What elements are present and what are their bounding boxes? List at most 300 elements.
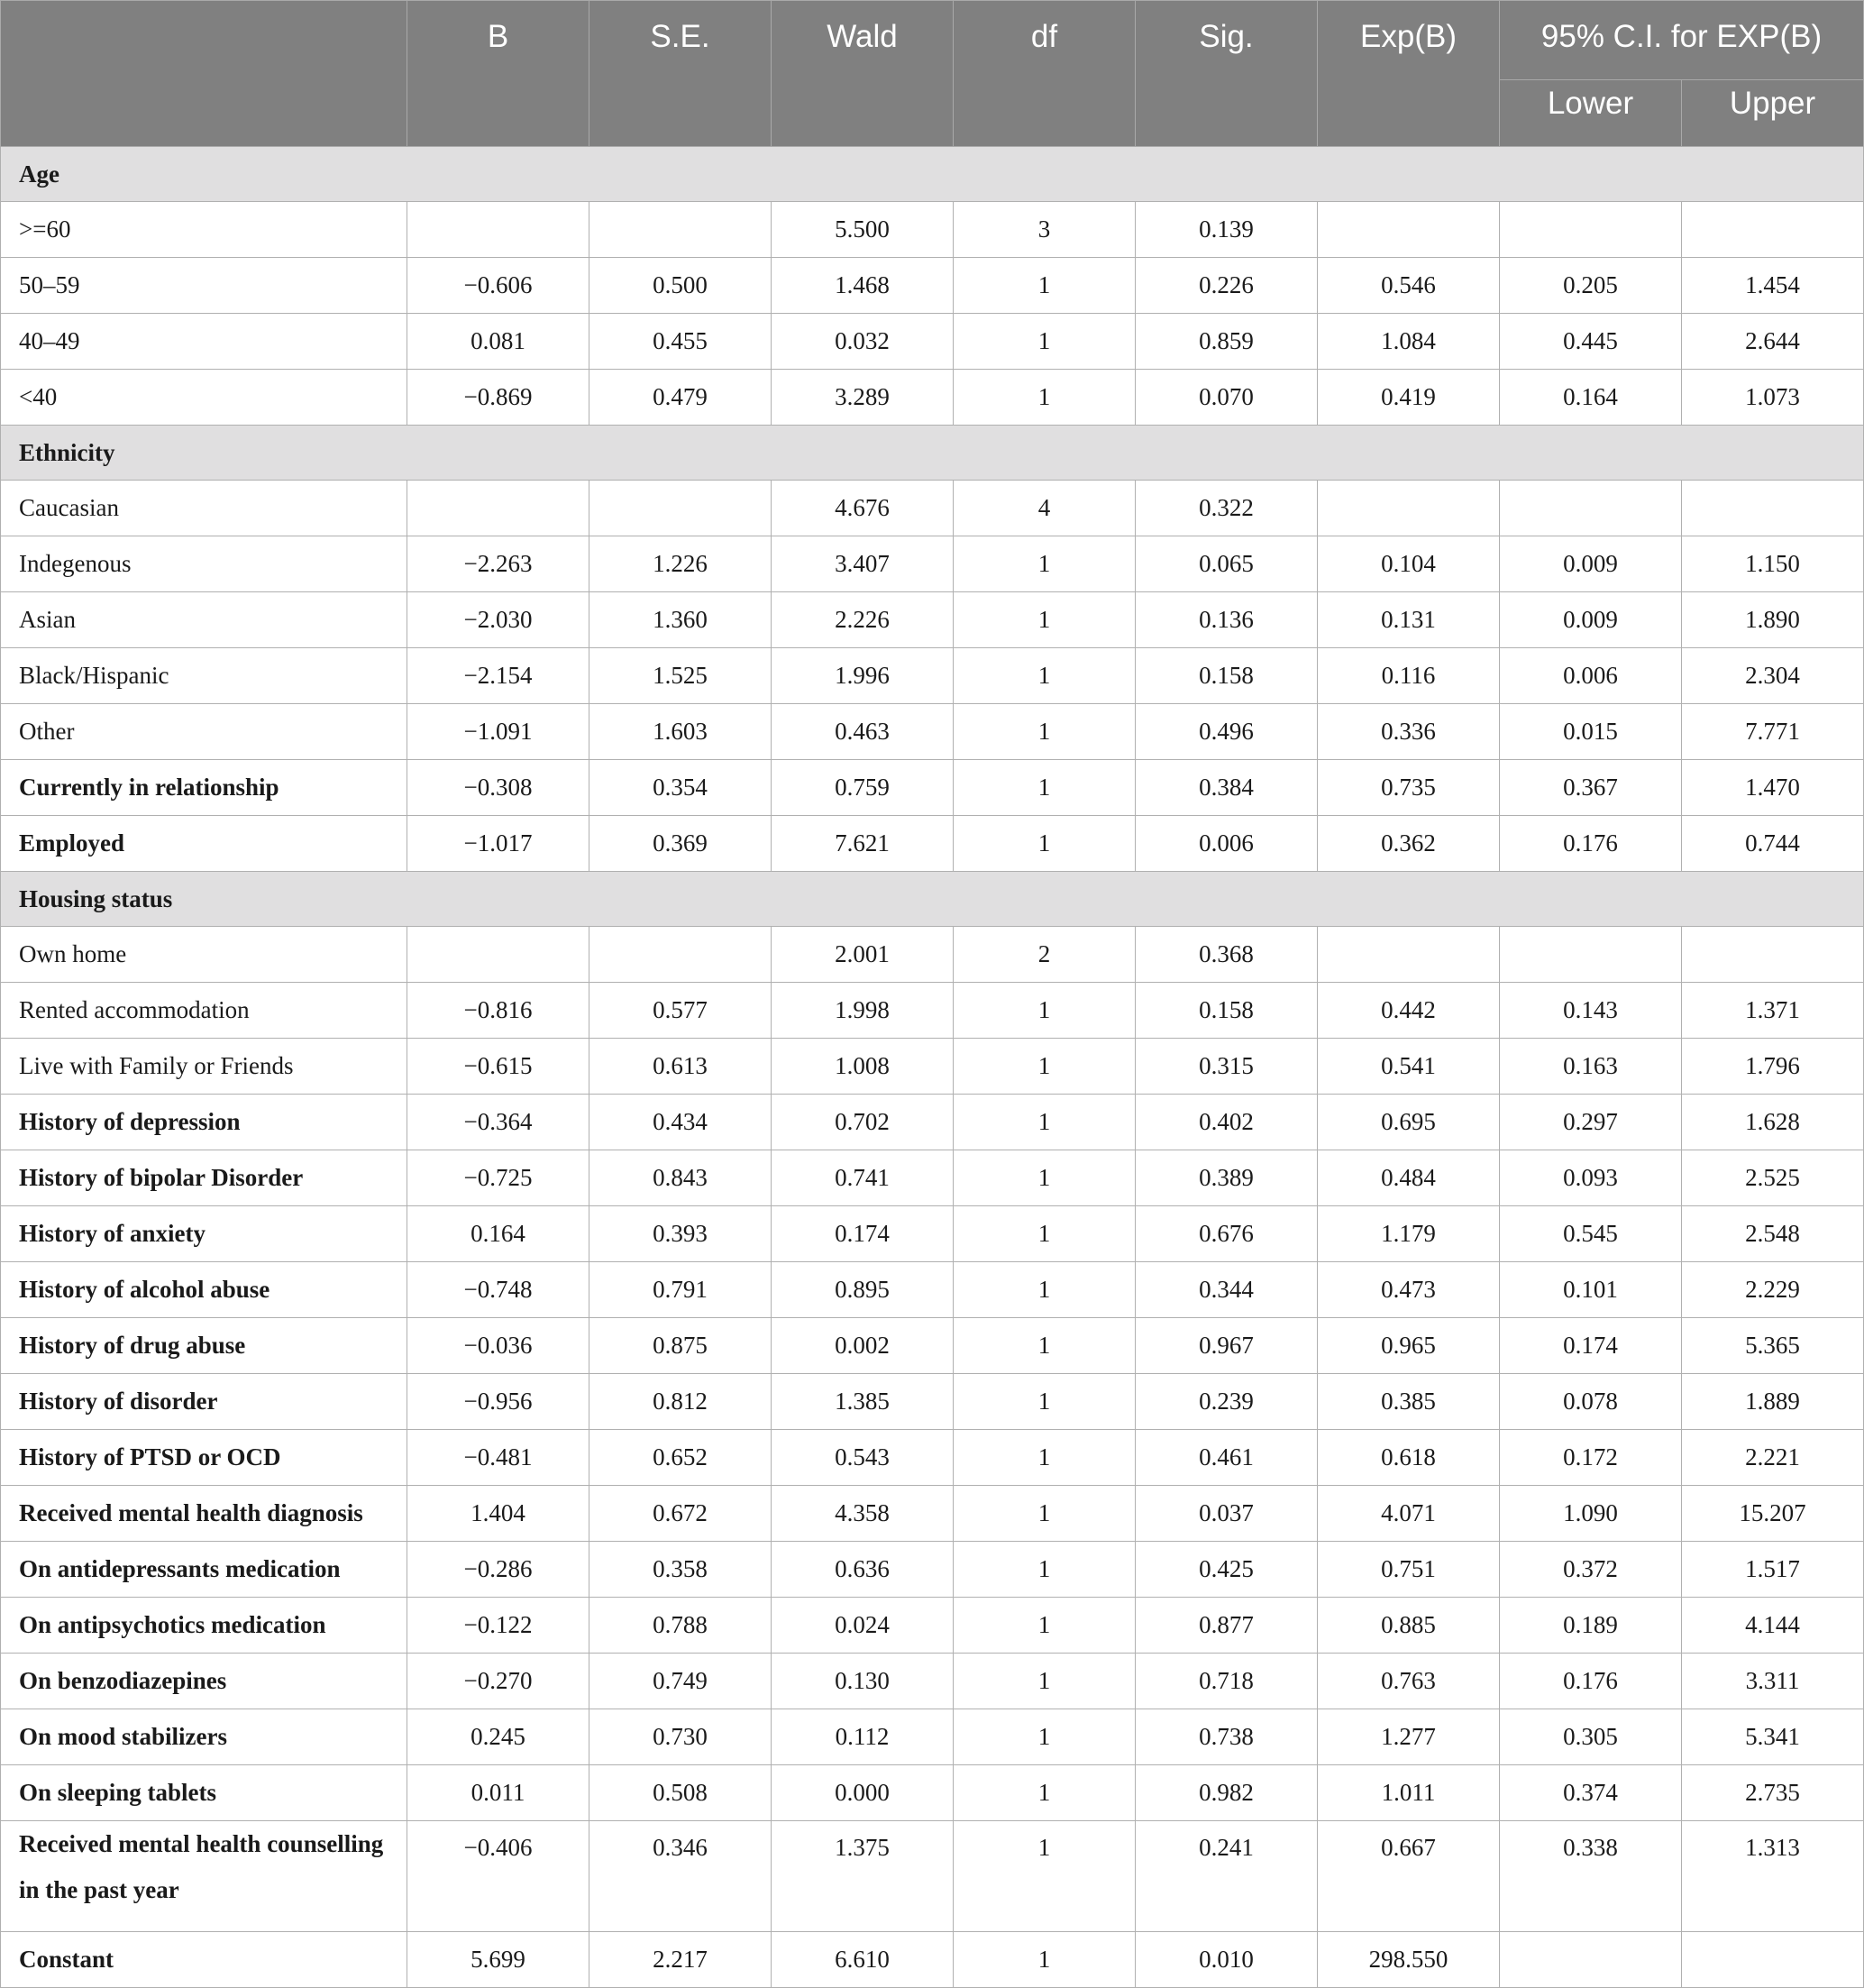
cell-ci-lower: 0.372 bbox=[1500, 1542, 1682, 1598]
cell-ci-lower: 0.205 bbox=[1500, 258, 1682, 314]
cell-b: 0.081 bbox=[407, 314, 589, 370]
table-row bbox=[1, 1430, 1864, 1486]
header-se: S.E. bbox=[589, 1, 772, 147]
table-row bbox=[1, 370, 1864, 426]
cell-sig: 0.037 bbox=[1136, 1486, 1318, 1542]
row-label: History of drug abuse bbox=[1, 1318, 407, 1374]
row-label: History of depression bbox=[1, 1095, 407, 1150]
cell-ci-upper: 1.371 bbox=[1682, 983, 1864, 1039]
cell-b bbox=[407, 927, 589, 983]
cell-df: 3 bbox=[954, 202, 1136, 258]
cell-sig: 0.136 bbox=[1136, 592, 1318, 648]
cell-se: 0.875 bbox=[589, 1318, 772, 1374]
table-header bbox=[1, 1, 1864, 147]
row-label: On antipsychotics medication bbox=[1, 1598, 407, 1654]
cell-ci-upper: 1.313 bbox=[1682, 1821, 1864, 1932]
cell-expb bbox=[1318, 481, 1500, 536]
cell-se: 0.508 bbox=[589, 1765, 772, 1821]
table-row bbox=[1, 704, 1864, 760]
table-row bbox=[1, 648, 1864, 704]
cell-sig: 0.496 bbox=[1136, 704, 1318, 760]
cell-se: 0.500 bbox=[589, 258, 772, 314]
section-row bbox=[1, 872, 1864, 927]
cell-ci-lower: 0.338 bbox=[1500, 1821, 1682, 1932]
cell-df: 1 bbox=[954, 370, 1136, 426]
cell-se: 0.393 bbox=[589, 1206, 772, 1262]
cell-ci-lower: 0.176 bbox=[1500, 1654, 1682, 1709]
cell-wald: 3.289 bbox=[772, 370, 954, 426]
cell-ci-lower: 0.078 bbox=[1500, 1374, 1682, 1430]
cell-se: 1.226 bbox=[589, 536, 772, 592]
row-label: Received mental health diagnosis bbox=[1, 1486, 407, 1542]
cell-ci-lower bbox=[1500, 1932, 1682, 1988]
row-label: History of anxiety bbox=[1, 1206, 407, 1262]
cell-sig: 0.676 bbox=[1136, 1206, 1318, 1262]
cell-df: 1 bbox=[954, 1430, 1136, 1486]
table-row bbox=[1, 258, 1864, 314]
cell-ci-lower: 0.093 bbox=[1500, 1150, 1682, 1206]
cell-ci-lower: 0.163 bbox=[1500, 1039, 1682, 1095]
cell-sig: 0.226 bbox=[1136, 258, 1318, 314]
cell-b: 5.699 bbox=[407, 1932, 589, 1988]
cell-expb: 0.484 bbox=[1318, 1150, 1500, 1206]
cell-wald: 0.174 bbox=[772, 1206, 954, 1262]
cell-wald: 0.543 bbox=[772, 1430, 954, 1486]
cell-ci-lower: 0.009 bbox=[1500, 536, 1682, 592]
table-row bbox=[1, 1486, 1864, 1542]
cell-expb: 0.541 bbox=[1318, 1039, 1500, 1095]
cell-df: 1 bbox=[954, 1318, 1136, 1374]
cell-df: 1 bbox=[954, 1821, 1136, 1932]
cell-b bbox=[407, 202, 589, 258]
cell-b: −0.816 bbox=[407, 983, 589, 1039]
cell-ci-upper bbox=[1682, 481, 1864, 536]
cell-se: 0.652 bbox=[589, 1430, 772, 1486]
cell-ci-upper: 2.525 bbox=[1682, 1150, 1864, 1206]
cell-sig: 0.239 bbox=[1136, 1374, 1318, 1430]
cell-df: 1 bbox=[954, 536, 1136, 592]
table-row bbox=[1, 1318, 1864, 1374]
cell-wald: 5.500 bbox=[772, 202, 954, 258]
cell-ci-upper: 1.150 bbox=[1682, 536, 1864, 592]
cell-ci-lower: 0.305 bbox=[1500, 1709, 1682, 1765]
cell-se: 0.358 bbox=[589, 1542, 772, 1598]
table-row bbox=[1, 760, 1864, 816]
cell-b: 0.011 bbox=[407, 1765, 589, 1821]
cell-df: 1 bbox=[954, 760, 1136, 816]
cell-sig: 0.322 bbox=[1136, 481, 1318, 536]
cell-se: 0.788 bbox=[589, 1598, 772, 1654]
cell-ci-upper bbox=[1682, 927, 1864, 983]
cell-wald: 7.621 bbox=[772, 816, 954, 872]
section-label: Ethnicity bbox=[1, 426, 1864, 481]
header-df: df bbox=[954, 1, 1136, 147]
cell-sig: 0.982 bbox=[1136, 1765, 1318, 1821]
header-blank bbox=[1, 1, 407, 147]
cell-ci-upper: 1.889 bbox=[1682, 1374, 1864, 1430]
row-label: Black/Hispanic bbox=[1, 648, 407, 704]
table-row bbox=[1, 816, 1864, 872]
table-row bbox=[1, 481, 1864, 536]
cell-ci-upper bbox=[1682, 202, 1864, 258]
cell-ci-lower: 0.545 bbox=[1500, 1206, 1682, 1262]
cell-expb: 0.473 bbox=[1318, 1262, 1500, 1318]
cell-se: 0.455 bbox=[589, 314, 772, 370]
cell-expb: 0.618 bbox=[1318, 1430, 1500, 1486]
table-row bbox=[1, 1654, 1864, 1709]
cell-ci-upper: 15.207 bbox=[1682, 1486, 1864, 1542]
cell-ci-upper: 2.548 bbox=[1682, 1206, 1864, 1262]
cell-b: 0.245 bbox=[407, 1709, 589, 1765]
cell-se: 0.791 bbox=[589, 1262, 772, 1318]
cell-wald: 0.024 bbox=[772, 1598, 954, 1654]
cell-se: 0.843 bbox=[589, 1150, 772, 1206]
cell-df: 1 bbox=[954, 1598, 1136, 1654]
cell-b: −2.030 bbox=[407, 592, 589, 648]
cell-sig: 0.006 bbox=[1136, 816, 1318, 872]
cell-df: 4 bbox=[954, 481, 1136, 536]
cell-se: 0.613 bbox=[589, 1039, 772, 1095]
cell-df: 1 bbox=[954, 1765, 1136, 1821]
cell-ci-lower: 0.367 bbox=[1500, 760, 1682, 816]
cell-expb: 0.336 bbox=[1318, 704, 1500, 760]
cell-wald: 6.610 bbox=[772, 1932, 954, 1988]
cell-se: 0.369 bbox=[589, 816, 772, 872]
row-label: Live with Family or Friends bbox=[1, 1039, 407, 1095]
cell-sig: 0.967 bbox=[1136, 1318, 1318, 1374]
cell-se: 1.603 bbox=[589, 704, 772, 760]
table-row bbox=[1, 1095, 1864, 1150]
cell-expb: 4.071 bbox=[1318, 1486, 1500, 1542]
cell-sig: 0.344 bbox=[1136, 1262, 1318, 1318]
cell-expb: 0.546 bbox=[1318, 258, 1500, 314]
cell-se bbox=[589, 481, 772, 536]
cell-wald: 2.226 bbox=[772, 592, 954, 648]
cell-expb: 1.084 bbox=[1318, 314, 1500, 370]
row-label: History of alcohol abuse bbox=[1, 1262, 407, 1318]
cell-wald: 1.998 bbox=[772, 983, 954, 1039]
cell-wald: 3.407 bbox=[772, 536, 954, 592]
cell-expb bbox=[1318, 927, 1500, 983]
cell-expb: 0.104 bbox=[1318, 536, 1500, 592]
cell-b: −0.869 bbox=[407, 370, 589, 426]
cell-expb: 0.362 bbox=[1318, 816, 1500, 872]
cell-wald: 0.636 bbox=[772, 1542, 954, 1598]
cell-b: −0.036 bbox=[407, 1318, 589, 1374]
cell-df: 1 bbox=[954, 1039, 1136, 1095]
cell-b: −1.017 bbox=[407, 816, 589, 872]
cell-wald: 0.000 bbox=[772, 1765, 954, 1821]
cell-ci-lower: 0.009 bbox=[1500, 592, 1682, 648]
cell-se bbox=[589, 927, 772, 983]
table-row bbox=[1, 1206, 1864, 1262]
cell-expb: 1.277 bbox=[1318, 1709, 1500, 1765]
cell-sig: 0.241 bbox=[1136, 1821, 1318, 1932]
cell-b: −0.606 bbox=[407, 258, 589, 314]
cell-b: −0.364 bbox=[407, 1095, 589, 1150]
header-wald: Wald bbox=[772, 1, 954, 147]
cell-wald: 1.996 bbox=[772, 648, 954, 704]
cell-wald: 1.385 bbox=[772, 1374, 954, 1430]
cell-expb: 0.965 bbox=[1318, 1318, 1500, 1374]
section-label: Age bbox=[1, 147, 1864, 202]
cell-ci-lower bbox=[1500, 202, 1682, 258]
cell-b: −0.725 bbox=[407, 1150, 589, 1206]
cell-expb: 0.442 bbox=[1318, 983, 1500, 1039]
header-sig: Sig. bbox=[1136, 1, 1318, 147]
cell-wald: 4.676 bbox=[772, 481, 954, 536]
cell-ci-upper: 1.454 bbox=[1682, 258, 1864, 314]
cell-se: 0.672 bbox=[589, 1486, 772, 1542]
cell-se: 0.434 bbox=[589, 1095, 772, 1150]
table-row bbox=[1, 983, 1864, 1039]
cell-wald: 0.112 bbox=[772, 1709, 954, 1765]
cell-expb: 0.885 bbox=[1318, 1598, 1500, 1654]
table-row bbox=[1, 1598, 1864, 1654]
cell-ci-upper: 2.221 bbox=[1682, 1430, 1864, 1486]
row-label: Employed bbox=[1, 816, 407, 872]
table-row bbox=[1, 536, 1864, 592]
header-ci-upper: Upper bbox=[1682, 80, 1864, 147]
cell-sig: 0.859 bbox=[1136, 314, 1318, 370]
cell-expb: 0.385 bbox=[1318, 1374, 1500, 1430]
cell-ci-lower: 0.189 bbox=[1500, 1598, 1682, 1654]
table-row bbox=[1, 1765, 1864, 1821]
cell-ci-lower: 0.176 bbox=[1500, 816, 1682, 872]
cell-b: −2.263 bbox=[407, 536, 589, 592]
cell-df: 1 bbox=[954, 1374, 1136, 1430]
cell-sig: 0.315 bbox=[1136, 1039, 1318, 1095]
row-label: >=60 bbox=[1, 202, 407, 258]
row-label: Caucasian bbox=[1, 481, 407, 536]
cell-wald: 0.895 bbox=[772, 1262, 954, 1318]
cell-expb: 0.419 bbox=[1318, 370, 1500, 426]
row-label: 40–49 bbox=[1, 314, 407, 370]
row-label: History of disorder bbox=[1, 1374, 407, 1430]
cell-ci-upper: 3.311 bbox=[1682, 1654, 1864, 1709]
cell-df: 1 bbox=[954, 1542, 1136, 1598]
row-label: Other bbox=[1, 704, 407, 760]
cell-sig: 0.065 bbox=[1136, 536, 1318, 592]
cell-wald: 0.463 bbox=[772, 704, 954, 760]
cell-sig: 0.425 bbox=[1136, 1542, 1318, 1598]
cell-b: −0.308 bbox=[407, 760, 589, 816]
cell-b: 1.404 bbox=[407, 1486, 589, 1542]
cell-b: −0.748 bbox=[407, 1262, 589, 1318]
cell-wald: 2.001 bbox=[772, 927, 954, 983]
header-expb: Exp(B) bbox=[1318, 1, 1500, 147]
table-body bbox=[1, 147, 1864, 1988]
cell-df: 1 bbox=[954, 1709, 1136, 1765]
cell-sig: 0.158 bbox=[1136, 983, 1318, 1039]
cell-df: 1 bbox=[954, 648, 1136, 704]
cell-sig: 0.139 bbox=[1136, 202, 1318, 258]
cell-ci-upper: 0.744 bbox=[1682, 816, 1864, 872]
cell-wald: 0.759 bbox=[772, 760, 954, 816]
row-label: Constant bbox=[1, 1932, 407, 1988]
cell-ci-lower: 0.374 bbox=[1500, 1765, 1682, 1821]
cell-b: −0.286 bbox=[407, 1542, 589, 1598]
cell-sig: 0.402 bbox=[1136, 1095, 1318, 1150]
cell-ci-upper bbox=[1682, 1932, 1864, 1988]
cell-df: 1 bbox=[954, 816, 1136, 872]
cell-df: 1 bbox=[954, 314, 1136, 370]
cell-ci-lower: 0.174 bbox=[1500, 1318, 1682, 1374]
cell-ci-lower: 0.172 bbox=[1500, 1430, 1682, 1486]
row-label: <40 bbox=[1, 370, 407, 426]
cell-df: 1 bbox=[954, 258, 1136, 314]
cell-sig: 0.070 bbox=[1136, 370, 1318, 426]
cell-se: 0.479 bbox=[589, 370, 772, 426]
cell-ci-upper: 2.644 bbox=[1682, 314, 1864, 370]
cell-sig: 0.158 bbox=[1136, 648, 1318, 704]
cell-ci-upper: 7.771 bbox=[1682, 704, 1864, 760]
cell-expb: 0.667 bbox=[1318, 1821, 1500, 1932]
cell-wald: 1.008 bbox=[772, 1039, 954, 1095]
table-row bbox=[1, 1150, 1864, 1206]
cell-df: 1 bbox=[954, 1150, 1136, 1206]
cell-se: 1.360 bbox=[589, 592, 772, 648]
cell-se: 0.730 bbox=[589, 1709, 772, 1765]
row-label: History of PTSD or OCD bbox=[1, 1430, 407, 1486]
table-row bbox=[1, 202, 1864, 258]
cell-sig: 0.010 bbox=[1136, 1932, 1318, 1988]
cell-df: 1 bbox=[954, 1206, 1136, 1262]
section-label: Housing status bbox=[1, 872, 1864, 927]
table-row bbox=[1, 592, 1864, 648]
table-row bbox=[1, 1932, 1864, 1988]
cell-df: 1 bbox=[954, 983, 1136, 1039]
cell-df: 2 bbox=[954, 927, 1136, 983]
cell-sig: 0.384 bbox=[1136, 760, 1318, 816]
cell-df: 1 bbox=[954, 1095, 1136, 1150]
cell-df: 1 bbox=[954, 1486, 1136, 1542]
cell-ci-lower: 0.006 bbox=[1500, 648, 1682, 704]
cell-b bbox=[407, 481, 589, 536]
cell-ci-lower: 1.090 bbox=[1500, 1486, 1682, 1542]
cell-expb: 0.735 bbox=[1318, 760, 1500, 816]
cell-df: 1 bbox=[954, 1932, 1136, 1988]
cell-sig: 0.738 bbox=[1136, 1709, 1318, 1765]
cell-expb: 0.116 bbox=[1318, 648, 1500, 704]
cell-b: −0.270 bbox=[407, 1654, 589, 1709]
cell-ci-upper: 2.229 bbox=[1682, 1262, 1864, 1318]
cell-expb: 0.131 bbox=[1318, 592, 1500, 648]
cell-ci-lower: 0.101 bbox=[1500, 1262, 1682, 1318]
cell-ci-upper: 2.304 bbox=[1682, 648, 1864, 704]
row-label: Own home bbox=[1, 927, 407, 983]
cell-expb: 0.751 bbox=[1318, 1542, 1500, 1598]
cell-expb: 0.763 bbox=[1318, 1654, 1500, 1709]
table-row bbox=[1, 314, 1864, 370]
table-row bbox=[1, 927, 1864, 983]
cell-wald: 0.702 bbox=[772, 1095, 954, 1150]
cell-b: −0.481 bbox=[407, 1430, 589, 1486]
row-label: History of bipolar Disorder bbox=[1, 1150, 407, 1206]
cell-wald: 0.002 bbox=[772, 1318, 954, 1374]
cell-ci-lower: 0.445 bbox=[1500, 314, 1682, 370]
table-row bbox=[1, 1542, 1864, 1598]
cell-ci-upper: 4.144 bbox=[1682, 1598, 1864, 1654]
header-ci-lower: Lower bbox=[1500, 80, 1682, 147]
cell-ci-upper: 5.365 bbox=[1682, 1318, 1864, 1374]
table-row bbox=[1, 1262, 1864, 1318]
cell-ci-upper: 1.890 bbox=[1682, 592, 1864, 648]
cell-se: 0.749 bbox=[589, 1654, 772, 1709]
cell-b: −0.122 bbox=[407, 1598, 589, 1654]
cell-b: −2.154 bbox=[407, 648, 589, 704]
cell-ci-lower: 0.164 bbox=[1500, 370, 1682, 426]
table-row bbox=[1, 1374, 1864, 1430]
cell-sig: 0.877 bbox=[1136, 1598, 1318, 1654]
cell-ci-lower bbox=[1500, 481, 1682, 536]
cell-ci-upper: 2.735 bbox=[1682, 1765, 1864, 1821]
row-label: Asian bbox=[1, 592, 407, 648]
cell-ci-upper: 5.341 bbox=[1682, 1709, 1864, 1765]
cell-df: 1 bbox=[954, 1654, 1136, 1709]
cell-se: 0.354 bbox=[589, 760, 772, 816]
cell-sig: 0.718 bbox=[1136, 1654, 1318, 1709]
row-label: Received mental health counselling in the past year bbox=[1, 1821, 407, 1932]
cell-expb: 298.550 bbox=[1318, 1932, 1500, 1988]
cell-ci-lower bbox=[1500, 927, 1682, 983]
cell-ci-lower: 0.015 bbox=[1500, 704, 1682, 760]
table-row bbox=[1, 1709, 1864, 1765]
cell-se: 2.217 bbox=[589, 1932, 772, 1988]
cell-se bbox=[589, 202, 772, 258]
cell-df: 1 bbox=[954, 592, 1136, 648]
cell-ci-lower: 0.297 bbox=[1500, 1095, 1682, 1150]
cell-wald: 0.741 bbox=[772, 1150, 954, 1206]
row-label: Currently in relationship bbox=[1, 760, 407, 816]
cell-sig: 0.389 bbox=[1136, 1150, 1318, 1206]
cell-wald: 0.130 bbox=[772, 1654, 954, 1709]
cell-se: 0.577 bbox=[589, 983, 772, 1039]
cell-sig: 0.461 bbox=[1136, 1430, 1318, 1486]
cell-expb: 1.011 bbox=[1318, 1765, 1500, 1821]
row-label: Indegenous bbox=[1, 536, 407, 592]
row-label: On sleeping tablets bbox=[1, 1765, 407, 1821]
cell-se: 0.812 bbox=[589, 1374, 772, 1430]
cell-wald: 4.358 bbox=[772, 1486, 954, 1542]
header-ci-group: 95% C.I. for EXP(B) bbox=[1500, 1, 1864, 80]
cell-ci-lower: 0.143 bbox=[1500, 983, 1682, 1039]
cell-sig: 0.368 bbox=[1136, 927, 1318, 983]
row-label: On mood stabilizers bbox=[1, 1709, 407, 1765]
cell-expb: 1.179 bbox=[1318, 1206, 1500, 1262]
table-row bbox=[1, 1821, 1864, 1932]
cell-wald: 0.032 bbox=[772, 314, 954, 370]
cell-ci-upper: 1.470 bbox=[1682, 760, 1864, 816]
cell-df: 1 bbox=[954, 704, 1136, 760]
cell-ci-upper: 1.073 bbox=[1682, 370, 1864, 426]
cell-se: 1.525 bbox=[589, 648, 772, 704]
cell-expb: 0.695 bbox=[1318, 1095, 1500, 1150]
cell-wald: 1.468 bbox=[772, 258, 954, 314]
cell-df: 1 bbox=[954, 1262, 1136, 1318]
cell-b: 0.164 bbox=[407, 1206, 589, 1262]
cell-ci-upper: 1.628 bbox=[1682, 1095, 1864, 1150]
header-b: B bbox=[407, 1, 589, 147]
row-label: On antidepressants medication bbox=[1, 1542, 407, 1598]
table-row bbox=[1, 1039, 1864, 1095]
row-label: On benzodiazepines bbox=[1, 1654, 407, 1709]
cell-wald: 1.375 bbox=[772, 1821, 954, 1932]
cell-b: −0.956 bbox=[407, 1374, 589, 1430]
cell-ci-upper: 1.796 bbox=[1682, 1039, 1864, 1095]
row-label: Rented accommodation bbox=[1, 983, 407, 1039]
cell-ci-upper: 1.517 bbox=[1682, 1542, 1864, 1598]
